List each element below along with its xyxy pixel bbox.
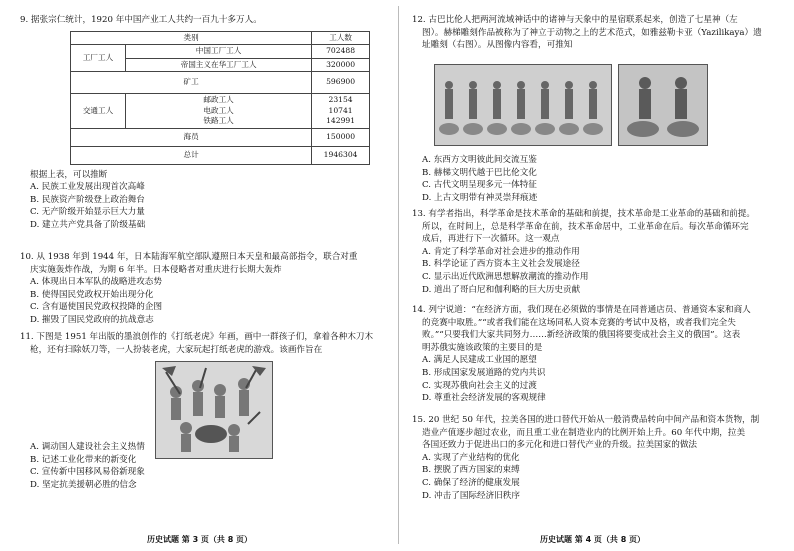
question-14 bbox=[412, 304, 778, 405]
factory-group: 工厂工人 bbox=[71, 45, 126, 72]
option: B. 赫梯文明代越于巴比伦文化 bbox=[422, 167, 537, 178]
page-divider bbox=[398, 6, 399, 544]
transport-label: 邮政工人 bbox=[203, 95, 234, 105]
option: B. 摆脱了西方国家的束缚 bbox=[422, 465, 520, 476]
option: D. 摧毁了国民党政府的抗战意志 bbox=[30, 314, 154, 325]
table-cell: 海员 bbox=[71, 128, 312, 146]
table-cell: 总计 bbox=[71, 146, 312, 164]
q9-stem: 9. 据张宗仁统计，1920 年中国产业工人共约一百九十多万人。 bbox=[20, 15, 262, 25]
paper-tiger-painting bbox=[155, 361, 273, 459]
q14-line: 14. 列宁说道：“在经济方面，我们现在必须做的事情是在同普通店员、普通资本家和商人 bbox=[412, 305, 751, 315]
q14-line: 的竞赛中取胜。”“或者我们能在这场同私人资本竞赛的考试中及格，或者我们完全失 bbox=[422, 317, 736, 328]
paper-tiger-illustration bbox=[156, 362, 272, 458]
transport-value: 10741 bbox=[328, 105, 353, 115]
yazilikaya-relief-image bbox=[618, 64, 708, 146]
option: C. 显示出近代欧洲思想解放潮流的推动作用 bbox=[422, 271, 589, 282]
option: A. 民族工业发展出现首次高峰 bbox=[30, 182, 145, 193]
option: B. 民族资产阶级登上政治舞台 bbox=[30, 194, 145, 205]
option: B. 记述工业化带来的新变化 bbox=[30, 454, 137, 465]
q12-line: 12. 古巴比伦人把两河流域神话中的诸神与天象中的星宿联系起来，创造了七星神（左 bbox=[412, 15, 738, 25]
transport-group: 交通工人 bbox=[71, 94, 126, 129]
table-cell: 596900 bbox=[312, 72, 370, 94]
q11-line: 11. 下图是 1951 年出版的墨浪创作的《打纸老虎》年画，画中一群孩子们，拿着各种木刀木 bbox=[20, 332, 374, 342]
q13-line: 13. 有学者指出，科学革命是技术革命的基础和前提，技术革命是工业革命的基础和前提。 bbox=[412, 209, 755, 219]
transport-value: 142991 bbox=[326, 116, 356, 126]
q10-line: 10. 从 1938 年到 1944 年，日本陆海军航空部队遵照日本天皇和最高部指令，联合对重 bbox=[20, 252, 358, 262]
option: C. 无产阶级开始显示巨大力量 bbox=[30, 207, 145, 218]
option: D. 冲击了国际经济旧秩序 bbox=[422, 490, 520, 501]
question-13 bbox=[412, 208, 778, 296]
table-cell: 1946304 bbox=[312, 146, 370, 164]
table-cell: 702488 bbox=[312, 45, 370, 59]
babylon-seven-gods-image bbox=[434, 64, 612, 146]
q12-options bbox=[412, 154, 778, 204]
option: D. 上古文明带有神灵崇拜痕迹 bbox=[422, 192, 538, 203]
option: C. 宣传新中国移风易俗新现象 bbox=[30, 467, 145, 478]
table-cell: 矿工 bbox=[71, 72, 312, 94]
table-cell: 320000 bbox=[312, 58, 370, 72]
q12-line: 址雕刻（右图）。从图像内容看，可推知 bbox=[422, 40, 573, 51]
q11-line: 枪，还有扫除妖刀等，一人扮装老虎，大家玩起打纸老虎的游戏。该画作旨在 bbox=[30, 344, 323, 355]
option: B. 科学论证了西方资本主义社会发展途径 bbox=[422, 259, 580, 270]
option: A. 体现出日本军队的战略进攻态势 bbox=[30, 277, 162, 288]
worker-table bbox=[70, 31, 370, 165]
left-footer: 历史试题 第 3 页（共 8 页） bbox=[147, 535, 253, 544]
option: D. 尊重社会经济发展的客观规律 bbox=[422, 393, 546, 404]
q15-line: 各国还致力于促进出口的多元化和进口替代产业的升级。拉美国家的做法 bbox=[422, 440, 698, 451]
option: D. 建立共产党具备了阶级基础 bbox=[30, 219, 146, 230]
transport-label: 电政工人 bbox=[203, 105, 234, 115]
q9-lead: 根据上表，可以推断 bbox=[30, 169, 108, 180]
option: A. 满足人民建成工业国的愿望 bbox=[422, 355, 537, 366]
seven-gods-relief bbox=[435, 65, 611, 145]
question-10 bbox=[20, 251, 384, 327]
question-9 bbox=[20, 14, 384, 232]
option: A. 肯定了科学革命对社会进步的推动作用 bbox=[422, 246, 580, 257]
option: D. 坚定抗美援朝必胜的信念 bbox=[30, 479, 137, 490]
table-head-count: 工人数 bbox=[312, 31, 370, 45]
table-cell bbox=[126, 94, 312, 129]
hittite-relief bbox=[619, 65, 707, 145]
option: B. 形成国家发展道路的党内共识 bbox=[422, 367, 546, 378]
q12-line: 图）。赫梯雕刻作品被称为了神立于动物之上的艺术范式，如雅兹勒卡亚（Yazilikaya）遗 bbox=[422, 27, 762, 38]
q13-line: 所以，在时间上，总是科学革命在前，技术革命居中，工业革命在后。每次革命循环完 bbox=[422, 221, 749, 232]
question-15 bbox=[412, 414, 778, 502]
q15-line: 造业产值逐步超过农业，而且重工业在制造业内的比例开始上升。60 年代中期，拉美 bbox=[422, 427, 746, 438]
option: D. 道出了哥白尼和伽利略的巨大历史贡献 bbox=[422, 284, 581, 295]
right-footer: 历史试题 第 4 页（共 8 页） bbox=[540, 535, 646, 544]
question-11 bbox=[20, 331, 384, 490]
q10-line: 庆实施轰炸作战，为期 6 年半。日本侵略者对重庆进行长期大轰炸 bbox=[30, 264, 282, 275]
q15-line: 15. 20 世纪 50 年代，拉美各国的进口替代开始从一般消费品转向中间产品和资本货物，制 bbox=[412, 415, 760, 425]
table-cell bbox=[312, 94, 370, 129]
option: C. 实现苏俄向社会主义的过渡 bbox=[422, 380, 537, 391]
transport-value: 23154 bbox=[328, 95, 353, 105]
table-cell: 帝国主义在华工厂工人 bbox=[126, 58, 312, 72]
option: C. 古代文明呈现多元一体特征 bbox=[422, 180, 537, 191]
option: A. 调动国人建设社会主义热情 bbox=[30, 442, 145, 452]
option: C. 确保了经济的健康发展 bbox=[422, 477, 520, 488]
question-12 bbox=[412, 14, 778, 52]
option: A. 实现了产业结构的优化 bbox=[422, 452, 520, 463]
q14-line: 明苏俄实施该政策的主要目的是 bbox=[422, 342, 543, 353]
option: A. 东西方文明彼此间交流互鉴 bbox=[422, 155, 537, 165]
table-head-category: 类别 bbox=[71, 31, 312, 45]
option: B. 使得国民党政权开始出现分化 bbox=[30, 289, 154, 300]
transport-label: 铁路工人 bbox=[203, 116, 234, 126]
table-cell: 150000 bbox=[312, 128, 370, 146]
option: C. 含有逼使国民党政权投降的企图 bbox=[30, 302, 163, 313]
q14-line: 败。”“只要我们大家共同努力……新经济政策的俄国将要变成社会主义的俄国”。这表 bbox=[422, 330, 741, 341]
q13-line: 成后，再进行下一次循环。这一观点 bbox=[422, 234, 560, 245]
table-cell: 中国工厂工人 bbox=[126, 45, 312, 59]
q11-options bbox=[20, 441, 145, 491]
